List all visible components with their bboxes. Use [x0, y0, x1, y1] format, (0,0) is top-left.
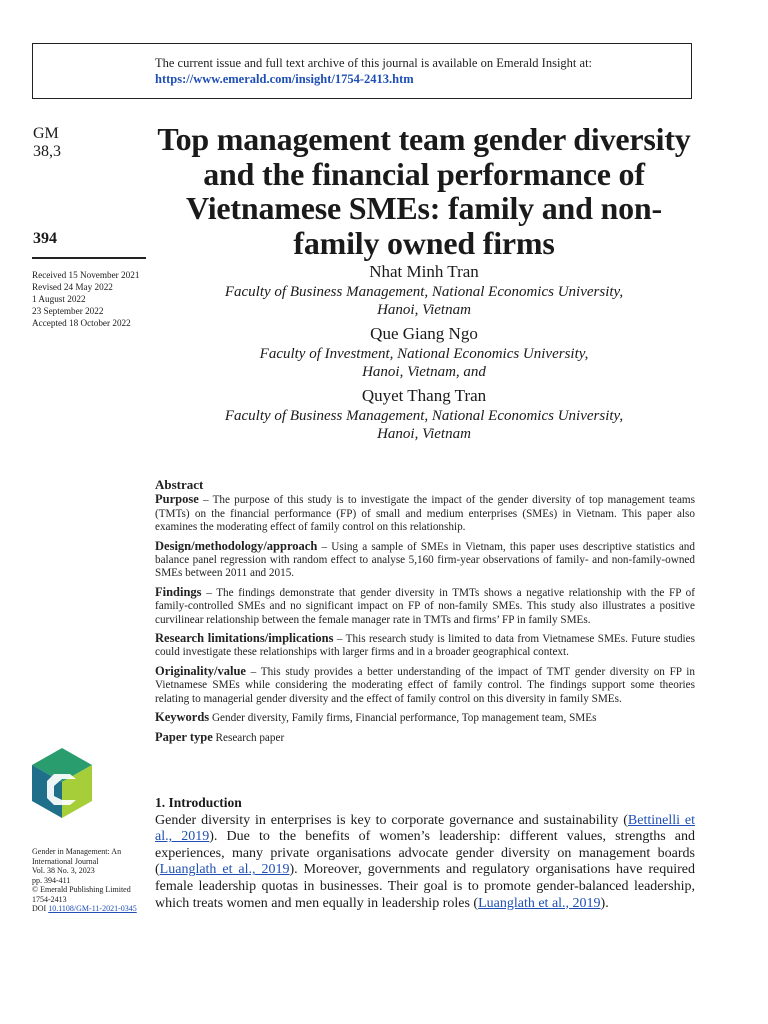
date-revised-3: 23 September 2022 — [32, 306, 104, 316]
design-label: Design/methodology/approach — [155, 538, 318, 553]
paper-type-label: Paper type — [155, 729, 213, 744]
citation-link-bettinelli[interactable]: Bettinelli et al., 2019 — [155, 812, 695, 845]
abstract — [155, 478, 695, 750]
author-name-2: Que Giang Ngo — [370, 324, 478, 343]
date-revised-2: 1 August 2022 — [32, 294, 86, 304]
keywords-text: Gender diversity, Family firms, Financial performance, Top management team, SMEs — [209, 712, 597, 725]
paper-title: Top management team gender diversity and the financial performance of Vietnamese SMEs: family and non-family owned firms — [157, 121, 691, 261]
doi-line — [32, 904, 152, 914]
journal-url-link[interactable]: https://www.emerald.com/insight/1754-2413.htm — [155, 72, 414, 86]
volume-issue: 38,3 — [33, 143, 61, 160]
author-affiliation-3b: Hanoi, Vietnam — [377, 426, 471, 442]
introduction-heading: 1. Introduction — [155, 795, 242, 810]
citation-link-luanglath-2[interactable]: Luanglath et al., 2019 — [478, 895, 601, 911]
date-received: Received 15 November 2021 — [32, 270, 140, 280]
date-revised: Revised 24 May 2022 — [32, 282, 113, 292]
paper-type-text: Research paper — [212, 731, 285, 744]
limitations-label: Research limitations/implications — [155, 631, 334, 646]
history-dates — [32, 269, 152, 329]
journal-volume: Vol. 38 No. 3, 2023 — [32, 866, 95, 875]
limitations-text: – This research study is limited to data from Vietnamese SMEs. Future studies could investigate these relationships with larger firms and in a broader geographical context. — [155, 633, 695, 659]
intro-text-3: ). Moreover, governments and regulatory organisations have required female leadership quotas in businesses. Their goal is to promote gender-balanced leadership, which treats women and men equally in leadership roles ( — [155, 862, 695, 911]
margin-divider — [32, 257, 146, 259]
purpose-label: Purpose — [155, 492, 199, 507]
journal-info — [32, 847, 152, 914]
abstract-purpose — [155, 493, 695, 534]
abstract-design — [155, 540, 695, 581]
abstract-paper-type — [155, 731, 695, 745]
author-affiliation-3a: Faculty of Business Management, National Economics University, — [224, 408, 624, 424]
author-name-1: Nhat Minh Tran — [369, 262, 479, 281]
author-affiliation-1a: Faculty of Business Management, National Economics University, — [224, 284, 624, 300]
copyright: © Emerald Publishing Limited — [32, 885, 131, 894]
date-accepted: Accepted 18 October 2022 — [32, 318, 131, 328]
citation-link-luanglath-1[interactable]: Luanglath et al., 2019 — [159, 862, 290, 878]
abstract-findings — [155, 586, 695, 627]
issn: 1754-2413 — [32, 894, 67, 904]
originality-text: – This study provides a better understanding of the impact of TMT gender diversity on FP in Vietnamese SMEs while considering the moderating effect of family control. The findings support some theories relating to managerial gender diversity and the effect of family control on this diversity in family SMEs. — [155, 665, 695, 705]
journal-name-1: Gender in Management: An — [32, 847, 122, 856]
introduction-paragraph — [155, 813, 695, 913]
journal-name-2: International Journal — [32, 856, 99, 866]
author-affiliation-1b: Hanoi, Vietnam — [377, 302, 471, 318]
page-number: 394 — [33, 230, 57, 247]
intro-text-2: ). Due to the benefits of women’s leadership: different values, strengths and experiences, many private organisations advocate gender diversity on management boards ( — [155, 829, 695, 878]
author-affiliation-2a: Faculty of Investment, National Economics University, — [259, 346, 589, 362]
doi-label: DOI — [32, 904, 47, 913]
findings-text: – The findings demonstrate that gender diversity in TMTs shows a negative relationship with the FP of family-controlled SMEs and no significant impact on FP of non-family SMEs. This study also illustrates a positive curvilinear relationship between the female manager rate in TMTs and firms’ FP in family SMEs. — [155, 586, 695, 626]
journal-pages: pp. 394-411 — [32, 875, 71, 885]
doi-link[interactable]: 10.1108/GM-11-2021-0345 — [48, 904, 137, 913]
journal-abbrev: GM — [33, 125, 59, 142]
abstract-keywords — [155, 711, 695, 725]
introduction-section — [155, 795, 695, 912]
originality-label: Originality/value — [155, 663, 246, 678]
purpose-text: – The purpose of this study is to investigate the impact of the gender diversity of top management teams (TMTs) on the financial performance (FP) of small and medium enterprises (SMEs) in Vietnam. This paper also examines the moderating effect of family control on this relationship. — [155, 494, 695, 534]
abstract-limitations — [155, 632, 695, 660]
notice-text: The current issue and full text archive of this journal is available on Emerald Insight at: — [155, 56, 593, 70]
findings-label: Findings — [155, 584, 202, 599]
journal-notice — [155, 55, 592, 87]
journal-code — [33, 125, 61, 161]
keywords-label: Keywords — [155, 710, 210, 725]
intro-text-4: ). — [600, 895, 609, 911]
abstract-originality — [155, 665, 695, 706]
abstract-heading: Abstract — [155, 477, 204, 492]
intro-text-1: Gender diversity in enterprises is key to corporate governance and sustainability ( — [155, 812, 628, 828]
design-text: – Using a sample of SMEs in Vietnam, this paper uses descriptive statistics and balance panel regression with random effect to analyse 5,160 firm-year observations of family- and non-family-owned SMEs between 2011 and 2015. — [155, 540, 695, 580]
author-affiliation-2b: Hanoi, Vietnam, and — [362, 364, 486, 380]
author-name-3: Quyet Thang Tran — [361, 386, 487, 405]
publisher-logo-icon — [32, 748, 92, 818]
